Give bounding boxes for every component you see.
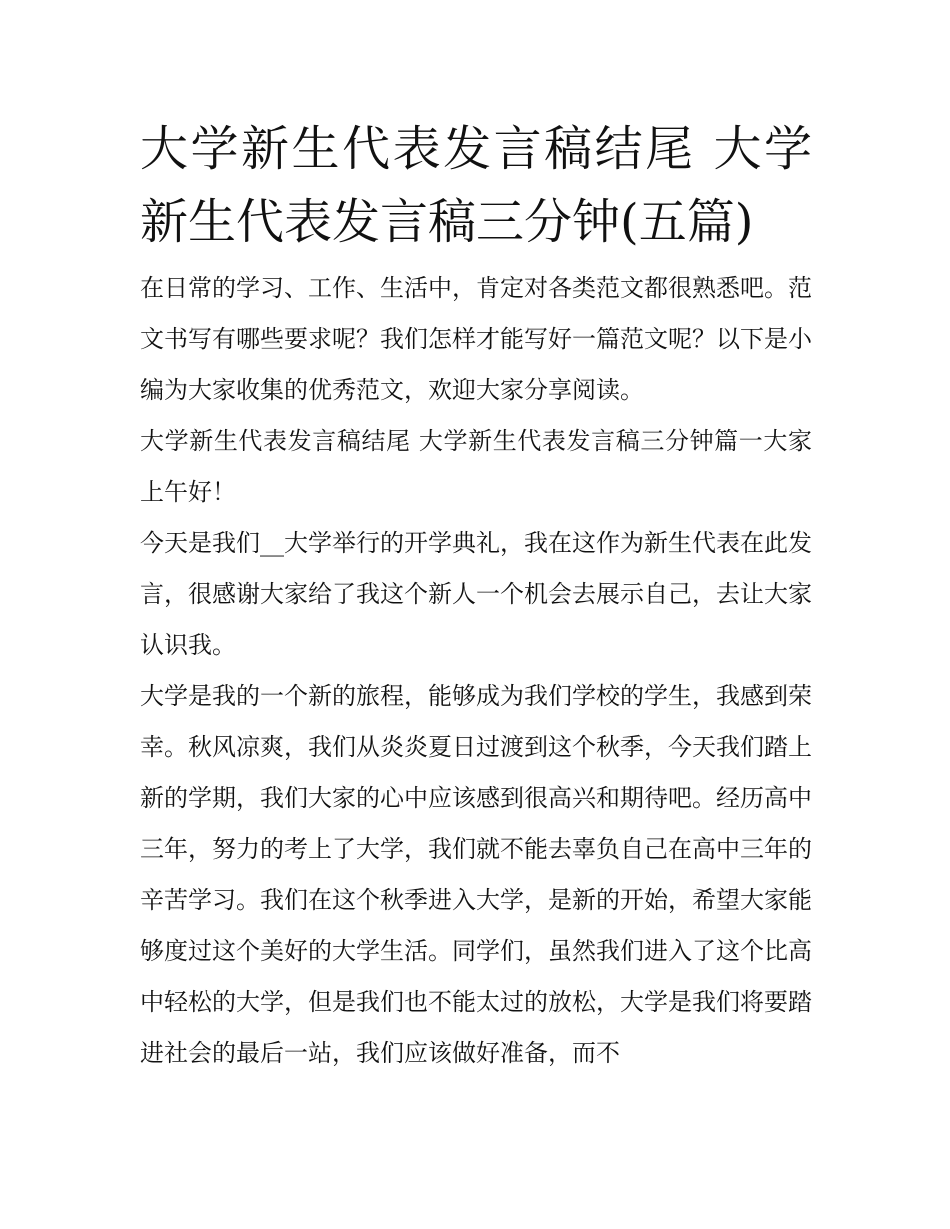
paragraph-section-heading: 大学新生代表发言稿结尾 大学新生代表发言稿三分钟篇一大家上午好！ <box>140 427 812 506</box>
paragraph-main: 大学是我的一个新的旅程，能够成为我们学校的学生，我感到荣幸。秋风凉爽，我们从炎炎夏日过渡到这个秋季，今天我们踏上新的学期，我们大家的心中应该感到很高兴和期待吧。经历高中三年，努力的考上了大学，我们就不能去辜负自己在高中三年的辛苦学习。我们在这个秋季进入大学，是新的开始，希望大家能够度过这个美好的大学生活。同学们，虽然我们进入了这个比高中轻松的大学，但是我们也不能太过的放松，大学是我们将要踏进社会的最后一站，我们应该做好准备，而不 <box>140 682 812 1067</box>
paragraph-opening: 今天是我们__大学举行的开学典礼，我在这作为新生代表在此发言，很感谢大家给了我这个新人一个机会去展示自己，去让大家认识我。 <box>140 529 812 659</box>
document-title: 大学新生代表发言稿结尾 大学新生代表发言稿三分钟(五篇) <box>140 121 812 250</box>
document-content <box>140 113 812 1079</box>
paragraph-intro: 在日常的学习、工作、生活中，肯定对各类范文都很熟悉吧。范文书写有哪些要求呢？我们怎样才能写好一篇范文呢？以下是小编为大家收集的优秀范文，欢迎大家分享阅读。 <box>140 274 812 404</box>
document-body <box>140 263 812 1079</box>
